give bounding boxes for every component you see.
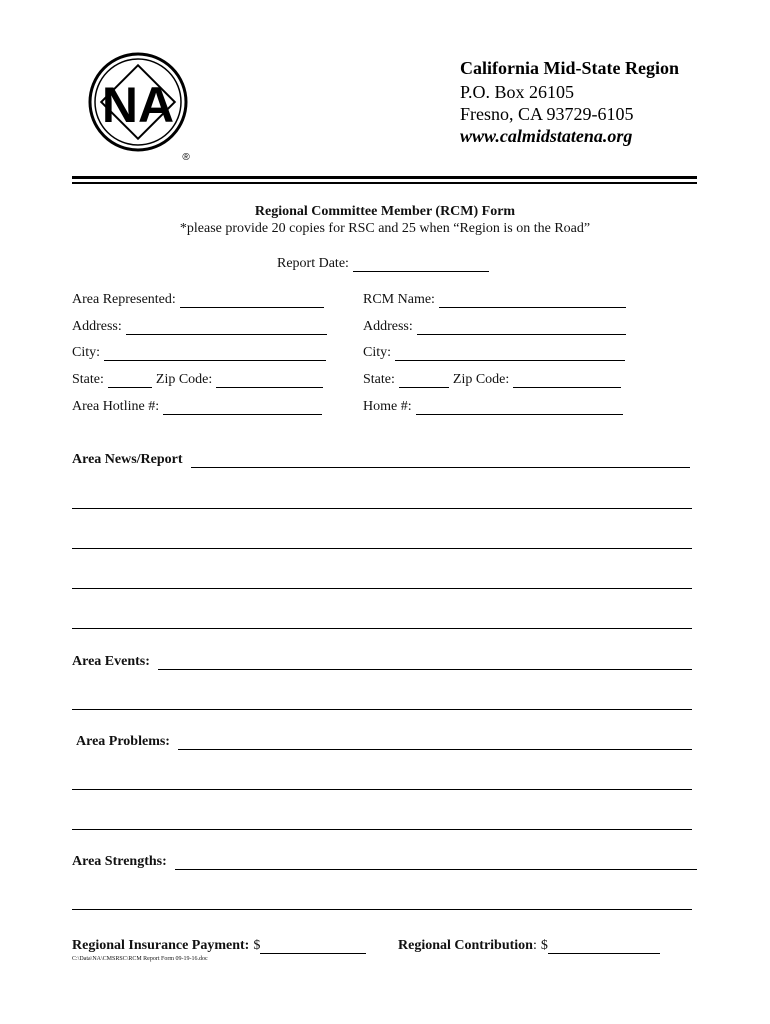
report-date-field [277, 256, 489, 272]
na-logo [86, 46, 194, 164]
area-problems-section [76, 734, 692, 750]
left-state-label: State: [72, 372, 104, 387]
rcm-name-input[interactable] [439, 295, 626, 308]
area-represented-input[interactable] [180, 295, 324, 308]
area-hotline-input[interactable] [163, 402, 322, 415]
left-city-input[interactable] [104, 348, 326, 361]
rcm-name-label: RCM Name: [363, 292, 435, 307]
insurance-payment-input[interactable] [260, 941, 366, 954]
left-address-input[interactable] [126, 322, 327, 335]
home-phone-field [363, 399, 623, 415]
area-strengths-line[interactable] [72, 909, 692, 910]
area-represented-field [72, 292, 324, 308]
insurance-dollar-sign: $ [253, 938, 261, 953]
area-news-line[interactable] [72, 588, 692, 589]
area-events-section [72, 654, 692, 670]
left-zip-label: Zip Code: [155, 372, 213, 387]
area-events-label: Area Events: [72, 654, 150, 669]
report-date-label: Report Date: [277, 256, 349, 271]
area-news-line[interactable] [72, 628, 692, 629]
insurance-payment-label: Regional Insurance Payment: [72, 938, 250, 953]
header-rule-thin [72, 182, 697, 184]
area-strengths-label: Area Strengths: [72, 854, 167, 869]
org-city-line: Fresno, CA 93729-6105 [460, 104, 634, 124]
area-news-line[interactable] [72, 548, 692, 549]
area-news-label: Area News/Report [72, 452, 183, 467]
org-po-box: P.O. Box 26105 [460, 82, 575, 102]
area-problems-input[interactable] [178, 735, 692, 750]
left-state-input[interactable] [108, 375, 152, 388]
right-address-field [363, 319, 626, 335]
report-date-input[interactable] [353, 259, 489, 272]
right-city-field [363, 345, 625, 361]
home-phone-label: Home #: [363, 399, 412, 414]
form-note: *please provide 20 copies for RSC and 25 when “Region is on the Road” [179, 221, 591, 236]
area-problems-line[interactable] [72, 829, 692, 830]
form-title: Regional Committee Member (RCM) Form [254, 204, 516, 219]
right-city-input[interactable] [395, 348, 625, 361]
contribution-input[interactable] [548, 941, 660, 954]
rcm-name-field [363, 292, 626, 308]
right-state-zip-field [363, 372, 621, 388]
left-city-field [72, 345, 326, 361]
area-problems-label: Area Problems: [76, 734, 170, 749]
right-zip-input[interactable] [513, 375, 621, 388]
area-represented-label: Area Represented: [72, 292, 176, 307]
contribution-label: Regional Contribution [398, 938, 533, 953]
right-state-label: State: [363, 372, 395, 387]
area-news-section [72, 452, 690, 468]
org-name: California Mid-State Region [460, 58, 679, 78]
insurance-payment-field [72, 938, 366, 954]
na-logo-icon [86, 46, 194, 164]
area-news-input[interactable] [191, 453, 690, 468]
file-path-footer: C:\Data\NA\CMSRSC\RCM Report Form 09-19-16.doc [72, 956, 208, 962]
left-zip-input[interactable] [216, 375, 323, 388]
logo-text: NA [101, 77, 175, 133]
area-events-line[interactable] [72, 709, 692, 710]
contribution-dollar-sign: $ [540, 938, 548, 953]
area-problems-line[interactable] [72, 789, 692, 790]
area-strengths-section [72, 854, 697, 870]
contribution-field [398, 938, 660, 954]
area-hotline-label: Area Hotline #: [72, 399, 160, 414]
left-state-zip-field [72, 372, 323, 388]
contribution-colon: : [532, 938, 537, 953]
right-zip-label: Zip Code: [452, 372, 510, 387]
org-website[interactable]: www.calmidstatena.org [460, 126, 633, 146]
area-strengths-input[interactable] [175, 855, 697, 870]
left-city-label: City: [72, 345, 101, 360]
area-news-line[interactable] [72, 508, 692, 509]
right-state-input[interactable] [399, 375, 449, 388]
right-address-label: Address: [363, 319, 413, 334]
right-city-label: City: [363, 345, 392, 360]
header-rule-thick [72, 176, 697, 179]
home-phone-input[interactable] [416, 402, 623, 415]
right-address-input[interactable] [417, 322, 626, 335]
area-hotline-field [72, 399, 322, 415]
area-events-input[interactable] [158, 655, 692, 670]
left-address-label: Address: [72, 319, 122, 334]
left-address-field [72, 319, 327, 335]
registered-mark: ® [182, 152, 190, 163]
